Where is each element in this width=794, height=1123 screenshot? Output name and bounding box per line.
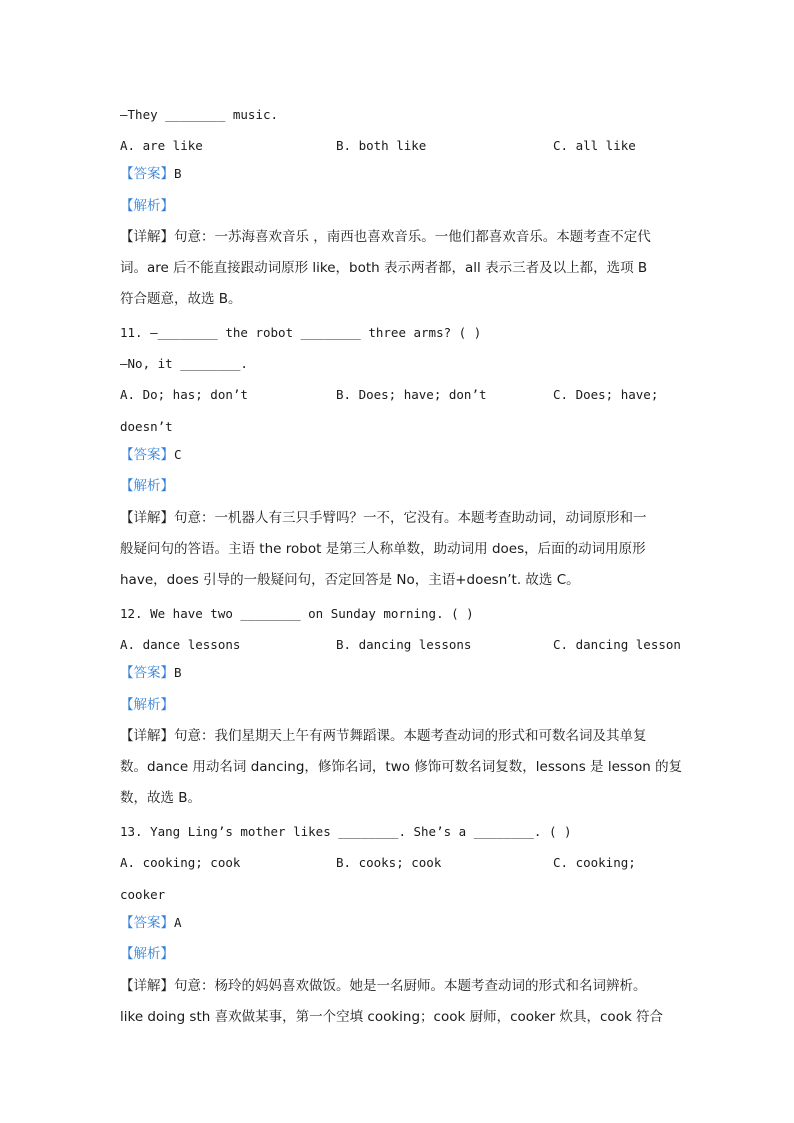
answer-value: B — [174, 665, 182, 680]
option-b: B. dancing lessons — [336, 637, 472, 652]
question-stem: 11. —________ the robot ________ three arms? ( ) — [120, 325, 482, 340]
option-b: B. Does; have; don’t — [336, 387, 487, 402]
analysis-line — [120, 696, 174, 714]
analysis-tag: 【解析】 — [120, 478, 174, 494]
answer-tag: 【答案】 — [120, 915, 174, 931]
detail-line: have，does 引导的一般疑问句，否定回答是 No，主语+doesn’t. 故选 C。 — [120, 572, 580, 588]
detail-line: 般疑问句的答语。主语 the robot 是第三人称单数，助动词用 does，后面的动词用原形 — [120, 541, 646, 557]
option-c: C. dancing lesson — [553, 637, 681, 652]
detail-line: 【详解】句意：一机器人有三只手臂吗？一不，它没有。本题考查助动词，动词原形和一 — [120, 510, 647, 526]
answer-tag: 【答案】 — [120, 447, 174, 463]
answer-line — [120, 165, 182, 183]
detail-line: 词。are 后不能直接跟动词原形 like，both 表示两者都，all 表示三者及以上都，选项 B — [120, 260, 648, 276]
question-stem: 12. We have two ________ on Sunday morning. ( ) — [120, 606, 474, 621]
answer-line — [120, 664, 182, 682]
option-c-wrap: cooker — [120, 887, 166, 902]
option-c: C. cooking; — [553, 855, 636, 870]
detail-line: 【详解】句意：一苏海喜欢音乐 ，南西也喜欢音乐。一他们都喜欢音乐。本题考查不定代 — [120, 229, 651, 245]
answer-line — [120, 914, 182, 932]
question-stem: 13. Yang Ling’s mother likes ________. She’s a ________. ( ) — [120, 824, 572, 839]
detail-tag: 【详解】 — [120, 728, 174, 744]
detail-line: 符合题意，故选 B。 — [120, 291, 242, 307]
option-c-wrap: doesn’t — [120, 419, 173, 434]
analysis-line — [120, 197, 174, 215]
answer-tag: 【答案】 — [120, 166, 174, 182]
answer-value: A — [174, 915, 182, 930]
detail-tag: 【详解】 — [120, 229, 174, 245]
option-a: A. Do; has; don’t — [120, 387, 248, 402]
option-b: B. cooks; cook — [336, 855, 442, 870]
answer-value: C — [174, 447, 182, 462]
detail-line: like doing sth 喜欢做某事，第一个空填 cooking；cook 厨师，cooker 炊具，cook 符合 — [120, 1009, 664, 1025]
analysis-line — [120, 945, 174, 963]
option-c: C. Does; have; — [553, 387, 659, 402]
option-a: A. are like — [120, 138, 203, 153]
detail-line: 【详解】句意：我们星期天上午有两节舞蹈课。本题考查动词的形式和可数名词及其单复 — [120, 728, 647, 744]
analysis-line — [120, 477, 174, 495]
answer-tag: 【答案】 — [120, 665, 174, 681]
analysis-tag: 【解析】 — [120, 697, 174, 713]
detail-tag: 【详解】 — [120, 510, 174, 526]
analysis-tag: 【解析】 — [120, 198, 174, 214]
option-a: A. cooking; cook — [120, 855, 241, 870]
detail-line: 数，故选 B。 — [120, 790, 202, 806]
option-b: B. both like — [336, 138, 427, 153]
answer-value: B — [174, 166, 182, 181]
detail-line: 数。dance 用动名词 dancing，修饰名词，two 修饰可数名词复数，lessons 是 lesson 的复 — [120, 759, 683, 775]
question-stem: —They ________ music. — [120, 107, 279, 122]
analysis-tag: 【解析】 — [120, 946, 174, 962]
option-a: A. dance lessons — [120, 637, 241, 652]
answer-line — [120, 446, 182, 464]
option-c: C. all like — [553, 138, 636, 153]
detail-tag: 【详解】 — [120, 978, 174, 994]
detail-line: 【详解】句意：杨玲的妈妈喜欢做饭。她是一名厨师。本题考查动词的形式和名词辨析。 — [120, 978, 647, 994]
question-stem-continued: —No, it ________. — [120, 356, 248, 371]
